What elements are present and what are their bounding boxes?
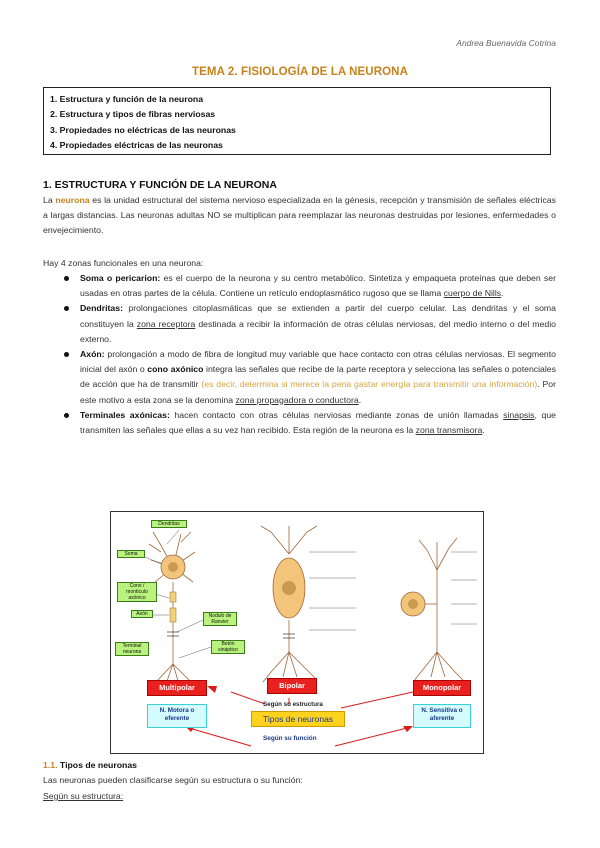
neurona-term: neurona: [55, 195, 90, 205]
list-item-axon: Axón: prolongación a modo de fibra de longitud muy variable que hace contacto con otras células nerviosas. El segmento inicial del axón o cono axónico integra las señales que recibe de la parte receptora y selecciona las señales o potenciales de acción que ha de transmitir (es decir, determina si merece la pena gastar energía para transmitir una información). Por este motivo a esta zona se la denomina zona propagadora o conductora.: [43, 347, 556, 408]
list-item-dendritas: Dendritas: prolongaciones citoplasmáticas que se extienden a partir del cuerpo celular. Las dendritas y el soma constituyen la zona receptora destinada a recibir la información de otras células nerviosas, del medio interno o del medio externo.: [43, 301, 556, 347]
monopolar-box: Monopolar: [413, 680, 471, 696]
label-boton: Botón sináptico: [211, 640, 245, 654]
estructura-caption: Según su estructura: [263, 701, 323, 708]
multipolar-box: Multipolar: [147, 680, 207, 696]
toc-item: 3. Propiedades no eléctricas de las neuronas: [50, 124, 236, 135]
monopolar-nucleus: [408, 599, 418, 609]
zones-list: [43, 271, 556, 438]
subsection-text: Las neuronas pueden clasificarse según su estructura o su función:: [43, 775, 303, 785]
toc-item: 4. Propiedades eléctricas de las neuronas: [50, 140, 223, 151]
motora-box: N. Motora o eferente: [147, 704, 207, 728]
bipolar-nucleus: [282, 581, 296, 595]
list-item-terminales: Terminales axónicas: hacen contacto con otras células nerviosas mediante zonas de unión llamadas sinapsis, que transmiten las señales que ellas a su vez han recibido. Esta región de la neurona es la zona transmisora.: [43, 408, 556, 438]
tipos-box: Tipos de neuronas: [251, 711, 345, 727]
document-title: TEMA 2. FISIOLOGÍA DE LA NEURONA: [192, 66, 408, 78]
funcion-caption: Según su función: [263, 735, 317, 742]
label-cono: Cono / montículo axónico: [117, 582, 157, 602]
section-heading: 1. ESTRUCTURA Y FUNCIÓN DE LA NEURONA: [43, 179, 277, 191]
toc-item: 2. Estructura y tipos de fibras nerviosas: [50, 109, 216, 120]
cuerpo-nills-link: cuerpo de Nills: [443, 288, 502, 299]
subsection-sub: Según su estructura:: [43, 791, 124, 801]
intro-paragraph: La neurona es la unidad estructural del sistema nervioso especializada en la génesis, recepción y transmisión de señales eléctricas a largas distancias. Las neuronas adultas NO se multiplican para reemplazar las neuronas destruidas por lesiones, enfermedades o envejecimiento.: [43, 195, 556, 236]
label-dendritas: Dendritas: [151, 520, 187, 528]
table-of-contents: [43, 87, 551, 155]
axon-note: (es decir, determina si merece la pena gastar energía para transmitir una información): [201, 379, 538, 390]
sinapsis-link: sinapsis: [503, 409, 535, 420]
label-soma: Soma: [117, 550, 145, 558]
subsection-heading: 1.1. Tipos de neuronas: [43, 760, 137, 770]
zona-propagadora-link: zona propagadora o conductora: [235, 394, 359, 405]
sensitiva-box: N. Sensitiva o aferente: [413, 704, 471, 728]
zones-intro: Hay 4 zonas funcionales en una neurona:: [43, 258, 204, 268]
zona-transmisora-link: zona transmisora: [415, 425, 483, 436]
neuron-types-figure: [110, 511, 484, 754]
list-item-soma: Soma o pericarion: es el cuerpo de la neurona y su centro metabólico. Sintetiza y empaqueta proteínas que deben ser usadas en otras partes de la célula. Contiene un retículo endoplasmático rugoso que se llama cuerpo de Nills.: [43, 271, 556, 301]
zona-receptora-link: zona receptora: [136, 318, 196, 329]
bipolar-box: Bipolar: [267, 678, 317, 694]
label-nodulo: Nodulo de Ranvier: [203, 612, 237, 626]
label-terminal: Terminal neurona: [115, 642, 149, 656]
multipolar-nucleus: [168, 562, 178, 572]
label-axon: Axón: [131, 610, 153, 618]
toc-item: 1. Estructura y función de la neurona: [50, 94, 204, 104]
author-name: Andrea Buenavida Cotrina: [456, 38, 556, 48]
